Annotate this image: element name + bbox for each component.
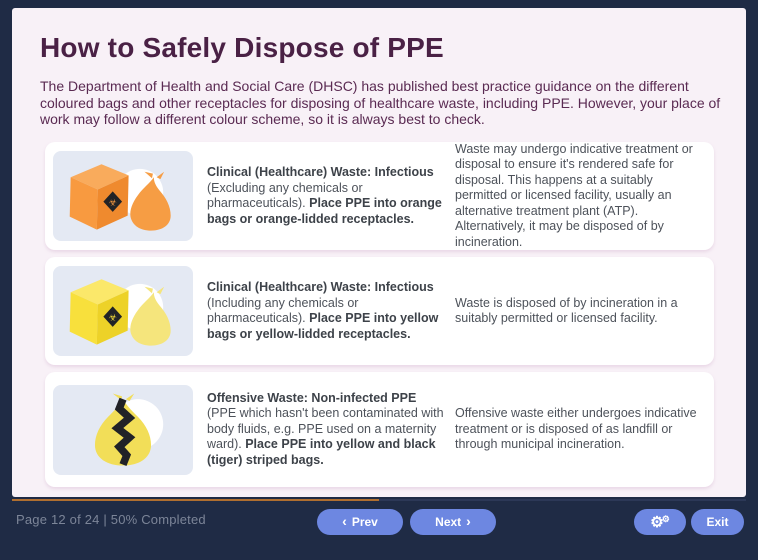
waste-description (207, 296, 447, 343)
exit-button[interactable] (691, 509, 744, 535)
progress-bar (12, 499, 746, 501)
progress-bar-fill (12, 499, 379, 501)
waste-instruction: Place PPE into yellow and black (tiger) striped bags. (207, 437, 436, 467)
slide-content (12, 8, 746, 497)
intro-paragraph: The Department of Health and Social Care (DHSC) has published best practice guidance on the different coloured bags and other receptacles for disposing of healthcare waste, including PPE. However, your place of work may follow a different colour scheme, so it is always best to check. (40, 78, 721, 127)
waste-description (207, 181, 447, 228)
gears-icon: ⚙⚙ (650, 513, 670, 531)
waste-treatment-text: Waste is disposed of by incineration in a suitably permitted or licensed facility. (455, 295, 678, 325)
waste-instruction: Place PPE into orange bags or orange-lidded receptacles. (207, 196, 442, 226)
waste-category-text (207, 165, 447, 227)
chevron-left-icon: ‹ (342, 513, 347, 529)
waste-qualifier: (PPE which hasn't been contaminated with body fluids, e.g. PPE used on a maternity ward). (207, 406, 444, 452)
exit-label: Exit (706, 515, 729, 529)
waste-row-orange (45, 142, 714, 250)
waste-heading: Offensive Waste: Non-infected PPE (207, 390, 417, 405)
waste-treatment-text: Offensive waste either undergoes indicative treatment or is disposed of as landfill or through municipal incineration. (455, 406, 697, 452)
waste-qualifier: (Including any chemicals or pharmaceuticals). (207, 295, 359, 325)
svg-text:☣: ☣ (108, 312, 117, 323)
next-label: Next (435, 515, 462, 529)
waste-instruction: Place PPE into yellow bags or yellow-lidded receptacles. (207, 311, 439, 341)
waste-heading: Clinical (Healthcare) Waste: Infectious (207, 280, 434, 294)
page-status: Page 12 of 24 | 50% Completed (16, 512, 206, 527)
waste-rows (45, 142, 714, 487)
waste-heading: Clinical (Healthcare) Waste: Infectious (207, 165, 434, 179)
prev-label: Prev (351, 515, 378, 529)
svg-text:☣: ☣ (108, 197, 117, 208)
waste-treatment-text: Waste may undergo indicative treatment or disposal to ensure it's rendered safe for disposal. This happens at a suitably permitted or licensed facility, usually an alternative treatment plant (ATP). Alternatively, it may be disposed of by incineration. (455, 141, 693, 249)
waste-description (207, 406, 447, 468)
orange-bin-and-bag-icon (53, 151, 193, 241)
settings-button[interactable] (634, 509, 686, 535)
chevron-right-icon: › (466, 513, 471, 529)
yellow-bin-and-bag-icon (53, 266, 193, 356)
waste-category-text (207, 280, 447, 342)
waste-row-tiger (45, 372, 714, 487)
player-footer (0, 497, 758, 560)
waste-row-yellow (45, 257, 714, 365)
prev-button[interactable] (317, 509, 403, 535)
waste-category-text (207, 391, 447, 469)
tiger-striped-bag-icon (53, 385, 193, 475)
waste-qualifier: (Excluding any chemicals or pharmaceuticals). (207, 180, 363, 210)
page-title: How to Safely Dispose of PPE (40, 32, 444, 63)
next-button[interactable] (410, 509, 496, 535)
